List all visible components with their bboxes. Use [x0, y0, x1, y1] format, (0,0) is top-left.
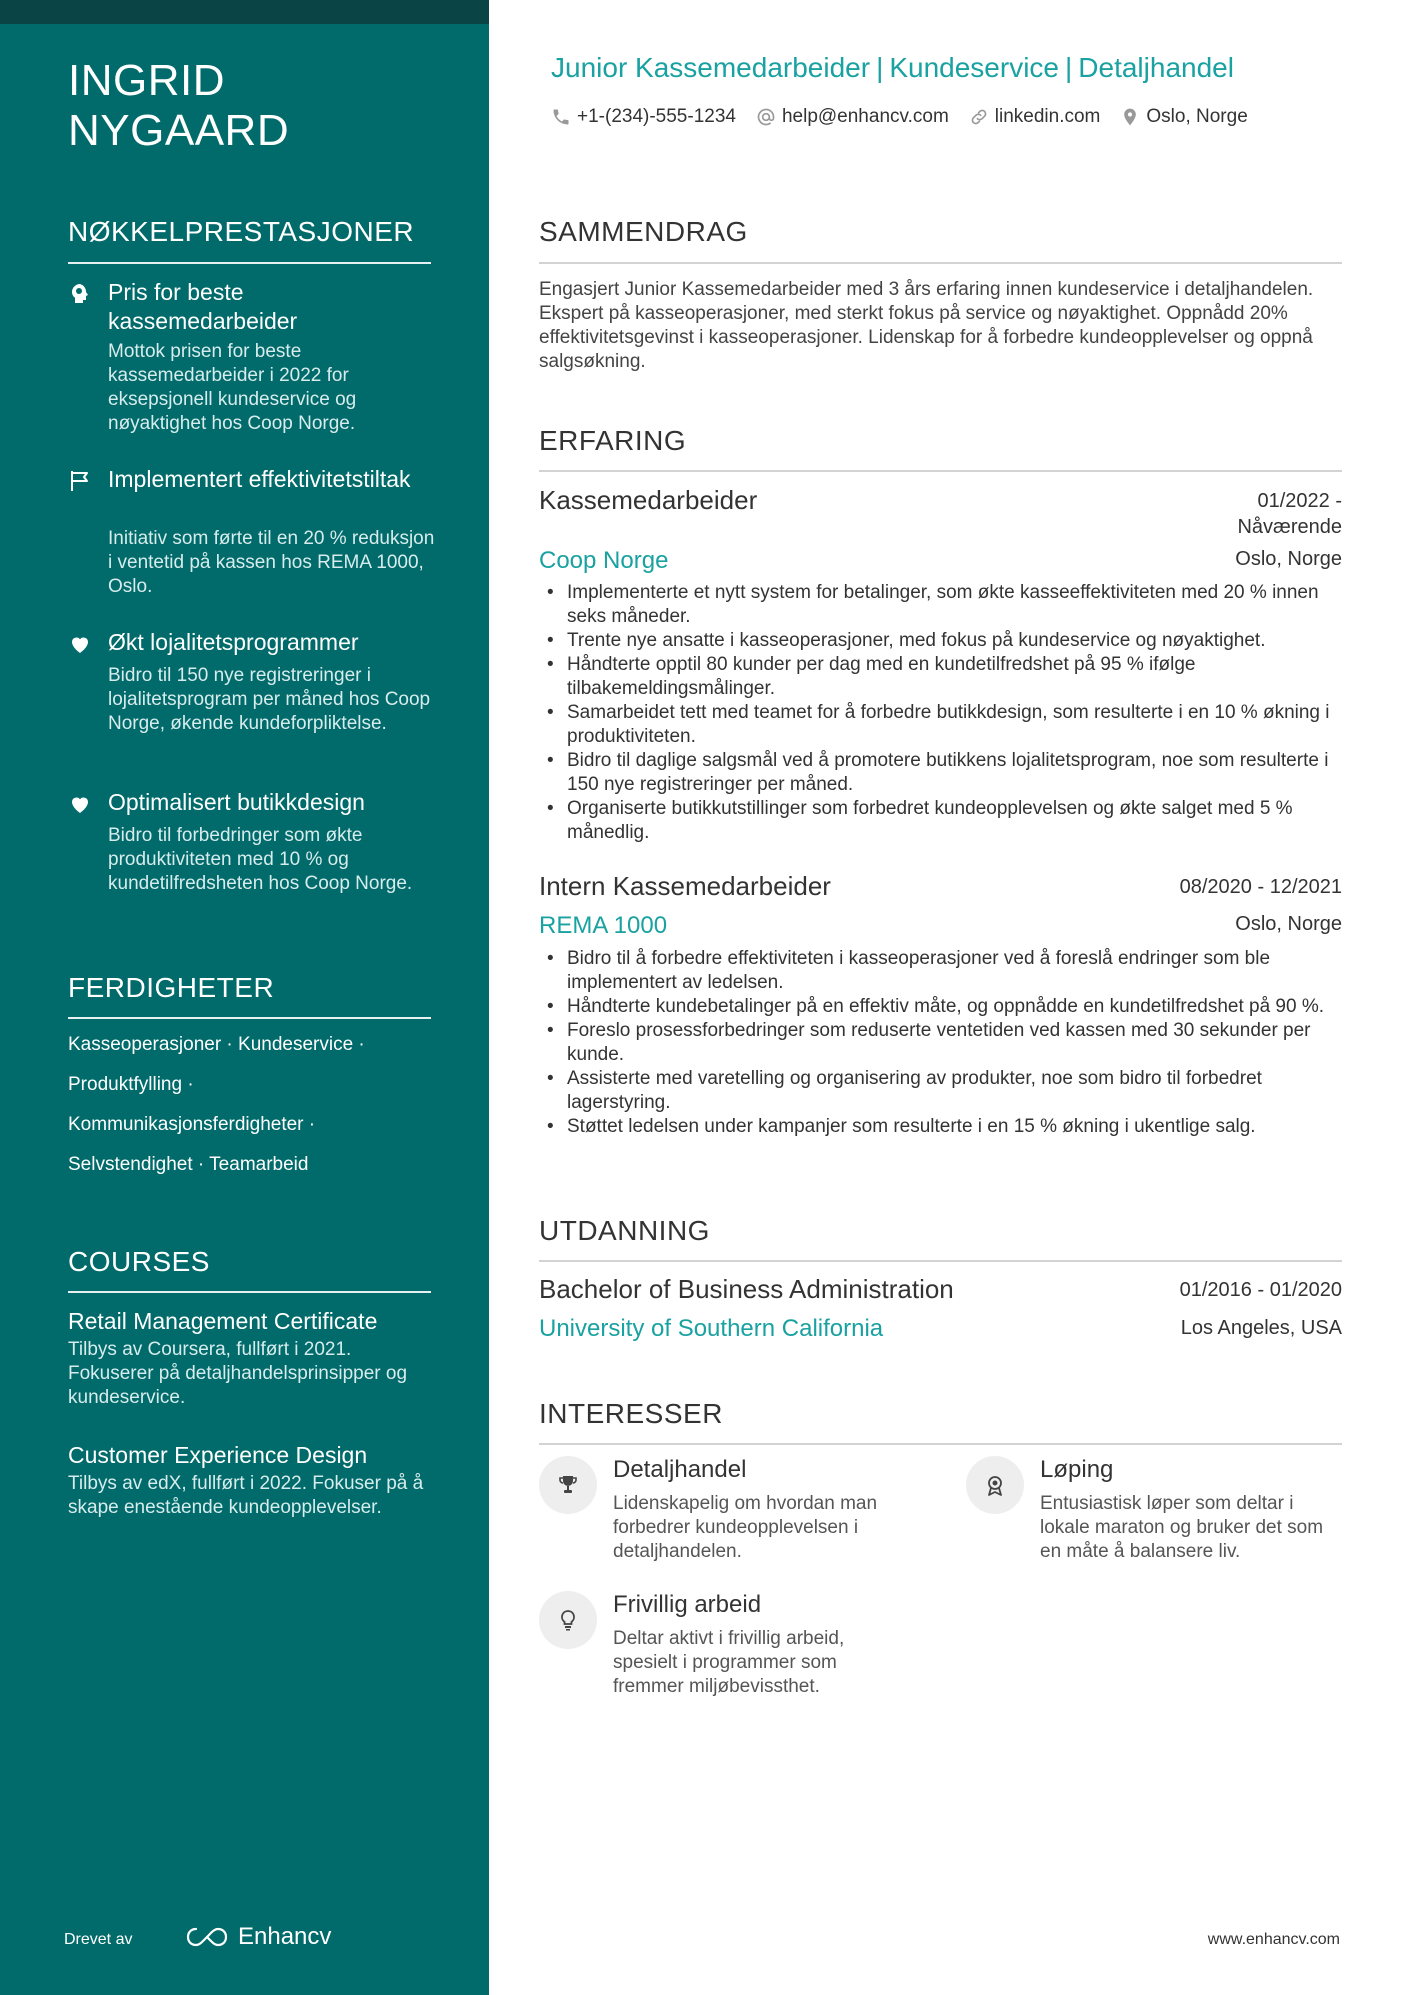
job-bullet: • Håndterte opptil 80 kunder per dag med en kundetilfredshet på 95 % ifølge tilbakemeldingsmålinger. — [539, 653, 1342, 701]
job-bullet: • Håndterte kundebetalinger på en effektiv måte, og oppnådde en kundetilfredshet på 90 %. — [539, 995, 1342, 1019]
heart-icon — [68, 632, 92, 656]
job-company: Coop Norge — [539, 547, 669, 574]
education-school: University of Southern California — [539, 1315, 884, 1342]
education-title: UTDANNING — [539, 1215, 710, 1246]
course-item — [68, 1440, 438, 1520]
contact-row — [551, 106, 1248, 128]
job-bullet: • Bidro til å forbedre effektiviteten i kasseoperasjoner ved å foreslå endringer som ble implementert av ledelsen. — [539, 947, 1342, 995]
summary-title: SAMMENDRAG — [539, 216, 748, 247]
sidebar-top-bar — [0, 0, 489, 24]
job-bullet: • Støttet ledelsen under kampanjer som resulterte i en 15 % økning i ukentlige salg. — [539, 1115, 1342, 1139]
location-text: Oslo, Norge — [1146, 106, 1248, 127]
lightbulb-head-icon — [68, 282, 92, 306]
contact-linkedin[interactable] — [969, 106, 1101, 128]
job-bullet: • Assisterte med varetelling og organisering av produkter, noe som bidro til forbedret lagerstyring. — [539, 1067, 1342, 1115]
achievement-desc: Mottok prisen for beste kassemedarbeider i 2022 for eksepsjonell kundeservice og nøyaktighet hos Coop Norge. — [108, 341, 357, 434]
job-date-end: Nåværende — [1237, 516, 1342, 538]
heart-icon — [68, 792, 92, 816]
courses-divider — [68, 1291, 431, 1293]
job-location: Oslo, Norge — [1235, 913, 1342, 935]
contact-location — [1120, 106, 1247, 128]
skill-line: Selvstendighet · Teamarbeid — [68, 1154, 309, 1175]
summary-divider — [539, 262, 1342, 264]
headline-separator: | — [876, 52, 884, 83]
job-bullet: • Implementerte et nytt system for betalinger, som økte kasseeffektiviteten med 20 % innen seks måneder. — [539, 581, 1342, 629]
course-title: Retail Management Certificate — [68, 1308, 378, 1334]
at-icon — [756, 107, 776, 127]
interest-icon-circle — [966, 1456, 1024, 1514]
course-title: Customer Experience Design — [68, 1442, 368, 1468]
job-date — [1237, 488, 1342, 540]
course-desc: Tilbys av edX, fullført i 2022. Fokuser på å skape enestående kundeopplevelser. — [68, 1473, 424, 1518]
headline-role: Junior Kassemedarbeider — [551, 52, 871, 83]
interest-title: Frivillig arbeid — [613, 1591, 762, 1618]
job-bullets — [539, 581, 1342, 845]
headline-field: Detaljhandel — [1078, 52, 1234, 83]
job-bullets — [539, 947, 1342, 1139]
job-title: Kassemedarbeider — [539, 485, 758, 515]
website-link[interactable]: www.enhancv.com — [1207, 1931, 1340, 1948]
education-degree: Bachelor of Business Administration — [539, 1274, 954, 1304]
headline-separator: | — [1065, 52, 1073, 83]
course-desc: Tilbys av Coursera, fullført i 2021. Fokuserer på detaljhandelsprinsipper og kundeservice. — [68, 1339, 408, 1408]
interest-title: Detaljhandel — [613, 1456, 747, 1483]
location-pin-icon — [1120, 107, 1140, 127]
interest-icon-circle — [539, 1456, 597, 1514]
job-date — [1180, 874, 1342, 900]
job-bullet: • Trente nye ansatte i kasseoperasjoner, med fokus på kundeservice og nøyaktighet. — [539, 629, 1342, 653]
skill-line: Kommunikasjonsferdigheter · — [68, 1114, 316, 1135]
enhancv-logo[interactable] — [184, 1922, 331, 1952]
interest-title: Løping — [1040, 1456, 1114, 1483]
job-company: REMA 1000 — [539, 912, 668, 939]
achievement-desc: Bidro til forbedringer som økte produktiviteten med 10 % og kundetilfredsheten hos Coop Norge. — [108, 825, 413, 894]
medal-icon — [983, 1473, 1007, 1497]
lightbulb-icon — [556, 1608, 580, 1632]
email-text: help@enhancv.com — [781, 106, 949, 127]
enhancv-wordmark: Enhancv — [238, 1923, 332, 1950]
interest-desc: Deltar aktivt i frivillig arbeid, spesielt i programmer som fremmer miljøbevissthet. — [613, 1628, 845, 1697]
job-bullet: • Foreslo prosessforbedringer som reduserte ventetiden ved kassen med 30 sekunder per kunde. — [539, 1019, 1342, 1067]
skills-list — [68, 1030, 438, 1190]
phone-icon — [551, 107, 571, 127]
headline-skill: Kundeservice — [889, 52, 1059, 83]
education-location: Los Angeles, USA — [1180, 1317, 1342, 1339]
phone-text: +1-(234)-555-1234 — [577, 106, 736, 127]
linkedin-text: linkedin.com — [994, 106, 1101, 127]
education-date: 01/2016 - 01/2020 — [1179, 1279, 1342, 1301]
job-bullet: • Organiserte butikkutstillinger som forbedret kundeopplevelsen og økte salget med 5 % månedlig. — [539, 797, 1342, 845]
sidebar — [0, 0, 489, 1995]
interests-title: INTERESSER — [539, 1398, 723, 1429]
experience-divider — [539, 470, 1342, 472]
skills-title: FERDIGHETER — [68, 972, 275, 1003]
flag-icon — [68, 469, 92, 493]
job-title: Intern Kassemedarbeider — [539, 871, 831, 901]
job-bullet: • Samarbeidet tett med teamet for å forbedre butikkdesign, som resulterte i en 10 % økning i produktiviteten. — [539, 701, 1342, 749]
link-icon — [969, 107, 989, 127]
contact-email[interactable] — [756, 106, 949, 128]
education-divider — [539, 1260, 1342, 1262]
job-date-range: 08/2020 - 12/2021 — [1179, 876, 1342, 898]
achievement-desc: Initiativ som førte til en 20 % reduksjon i ventetid på kassen hos REMA 1000, Oslo. — [108, 528, 435, 597]
achievements-title: NØKKELPRESTASJONER — [68, 216, 415, 247]
summary-text: Engasjert Junior Kassemedarbeider med 3 års erfaring innen kundeservice i detaljhandelen. Ekspert på kasseoperasjoner, med sterkt fokus på service og nøyaktighet. Oppnådd 20% effektivitetsgevinst i kasseoperasjoner. Lidenskap for å forbedre kundeopplevelser og oppnå salgsøkning. — [539, 279, 1314, 372]
headline — [551, 52, 1234, 84]
skill-line: Kasseoperasjoner · Kundeservice · — [68, 1034, 365, 1055]
name-first: INGRID — [68, 56, 225, 105]
name-last: NYGAARD — [68, 106, 290, 155]
interest-desc: Lidenskapelig om hvordan man forbedrer kundeopplevelsen i detaljhandelen. — [613, 1493, 878, 1562]
job-date-start: 01/2022 - — [1257, 490, 1342, 512]
skills-divider — [68, 1017, 431, 1019]
course-item — [68, 1306, 438, 1410]
achievements-divider — [68, 262, 431, 264]
candidate-name — [68, 56, 289, 156]
interest-desc: Entusiastisk løper som deltar i lokale maraton og bruker det som en måte å balansere liv. — [1040, 1493, 1324, 1562]
achievement-title: Pris for beste kassemedarbeider — [108, 279, 298, 334]
achievement-title: Implementert effektivitetstiltak — [108, 466, 411, 492]
trophy-icon — [556, 1473, 580, 1497]
main-content — [489, 0, 1410, 1995]
enhancv-infinity-icon — [184, 1925, 230, 1949]
job-bullet: • Bidro til daglige salgsmål ved å promotere butikkens lojalitetsprogram, noe som resulterte i 150 nye registreringer per måned. — [539, 749, 1342, 797]
skill-line: Produktfylling · — [68, 1074, 194, 1095]
achievement-title: Optimalisert butikkdesign — [108, 789, 365, 815]
interests-divider — [539, 1443, 1342, 1445]
powered-by-label: Drevet av — [64, 1931, 133, 1948]
achievement-title: Økt lojalitetsprogrammer — [108, 629, 359, 655]
job-location: Oslo, Norge — [1235, 548, 1342, 570]
experience-title: ERFARING — [539, 425, 687, 456]
contact-phone[interactable] — [551, 106, 736, 128]
courses-title: COURSES — [68, 1246, 210, 1277]
achievement-desc: Bidro til 150 nye registreringer i lojalitetsprogram per måned hos Coop Norge, økende kundeforpliktelse. — [108, 665, 431, 734]
interest-icon-circle — [539, 1591, 597, 1649]
